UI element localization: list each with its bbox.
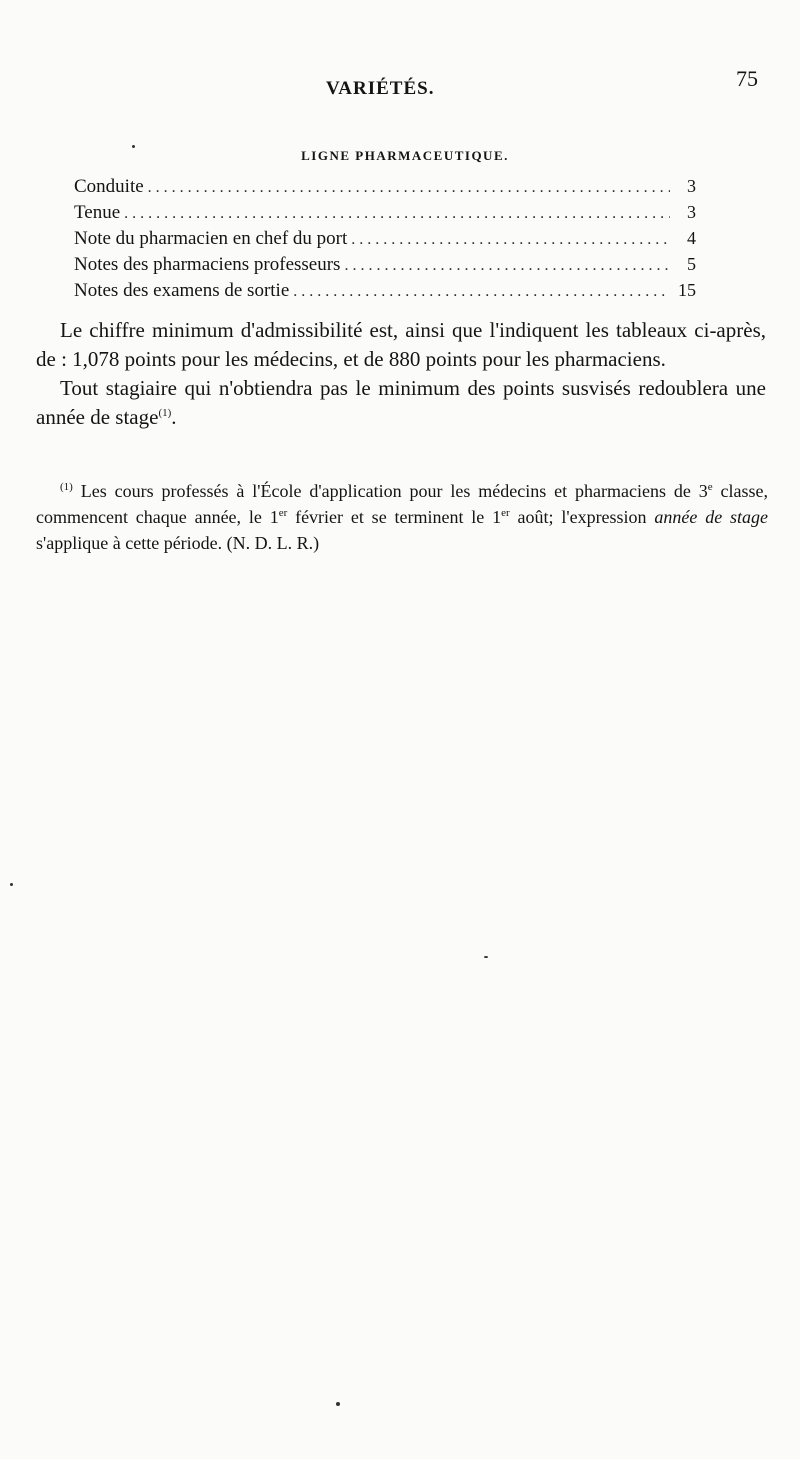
paper-speck	[10, 883, 13, 886]
paper-speck	[336, 1402, 340, 1406]
footnote	[36, 478, 768, 556]
footnote-part: Les cours professés à l'École d'application pour les médecins et pharmaciens de 3	[72, 481, 708, 501]
score-row	[74, 176, 696, 202]
page-header	[0, 66, 800, 106]
score-label: Conduite	[74, 176, 144, 197]
paper-speck	[484, 956, 488, 958]
score-label: Notes des examens de sortie	[74, 280, 290, 301]
footnote-part: classe, commencent chaque année, le 1	[36, 481, 768, 527]
paragraph-stagiaire	[36, 374, 766, 432]
footnote-part: s'applique à cette période. (N. D. L. R.)	[36, 533, 320, 553]
footnote-superscript: e	[707, 481, 713, 493]
footnote-italic: année de stage	[654, 507, 769, 527]
score-label: Notes des pharmaciens professeurs	[74, 254, 341, 275]
score-label: Tenue	[74, 202, 121, 223]
score-row	[74, 202, 696, 228]
dot-leader	[344, 257, 670, 275]
dot-leader	[293, 283, 670, 301]
score-value: 15	[678, 280, 696, 300]
paragraph-stagiaire-text: Tout stagiaire qui n'obtiendra pas le minimum des points susvisés redoublera une année de stage	[36, 376, 766, 429]
score-value: 4	[687, 228, 696, 248]
score-table	[74, 176, 696, 306]
footnote-reference[interactable]: (1)	[158, 407, 172, 419]
footnote-superscript: er	[501, 507, 510, 519]
footnote-part: février et se terminent le 1	[287, 507, 502, 527]
score-value: 5	[687, 254, 696, 274]
body-text	[36, 316, 766, 432]
running-title: VARIÉTÉS.	[326, 78, 435, 99]
footnote-marker: (1)	[60, 481, 73, 493]
score-label: Note du pharmacien en chef du port	[74, 228, 348, 249]
footnote-superscript: er	[278, 507, 288, 519]
score-value: 3	[687, 176, 696, 196]
score-row	[74, 254, 696, 280]
paper-speck	[132, 145, 135, 148]
footnote-part: août; l'expression	[509, 507, 655, 527]
dot-leader	[351, 231, 670, 249]
page-number: 75	[736, 66, 758, 91]
dot-leader	[148, 179, 670, 197]
paragraph-admissibility: Le chiffre minimum d'admissibilité est, ainsi que l'indiquent les tableaux ci-après, de : 1,078 points pour les médecins, et de 880 points pour les pharmaciens.	[36, 318, 766, 371]
section-heading: LIGNE PHARMACEUTIQUE.	[301, 148, 509, 163]
score-row	[74, 280, 696, 306]
paragraph-stagiaire-end: .	[171, 405, 177, 429]
dot-leader	[124, 205, 670, 223]
score-value: 3	[687, 202, 696, 222]
score-row	[74, 228, 696, 254]
footnote-text	[36, 478, 768, 556]
